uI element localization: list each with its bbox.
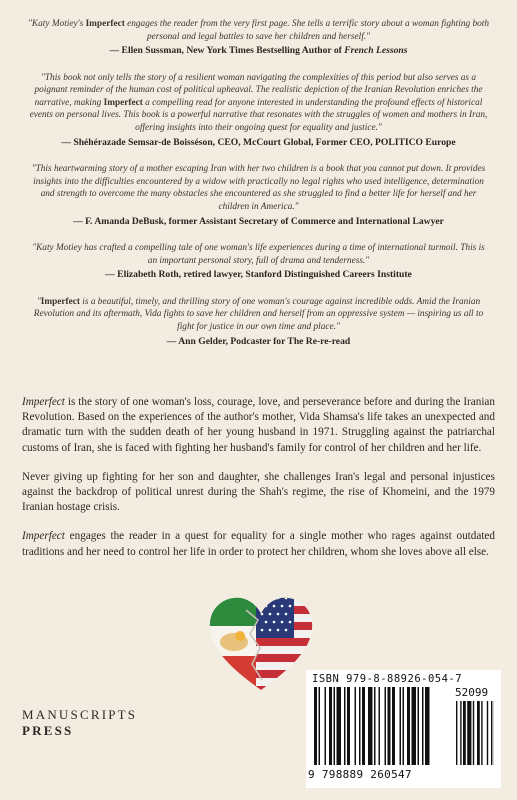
publisher-logo: MANUSCRIPTS PRESS — [22, 707, 138, 738]
endorsement-attribution: — Ann Gelder, Podcaster for The Re-re-read — [166, 335, 351, 347]
description-paragraph: Imperfect is the story of one woman's loss, courage, love, and perseverance before and during the Iranian Revolution. Based on the experiences of the author's mother, Vida Shamsa's life takes an unexpected and dramatic turn with the sudden death of her young husband in 1971. Struggling against the patriarchal customs of Iran, she is faced with fighting her husband's family for control of her children and her life. — [22, 396, 495, 454]
isbn-barcode — [306, 670, 501, 788]
endorsement-3: "This heartwarming story of a mother escaping Iran with her two children is a book that you cannot put down. It provides insights into the difficulties encountered by a widow with practically no legal rights who used intelligence, determination and strength to overcome the many obstacles she encountered as she struggled to find a better life for herself and her children in America." — F. Amanda DeBusk, former Assistant Secretary of Commerce and International Lawyer — [28, 163, 489, 228]
endorsement-1: "Katy Motiey's Imperfect engages the reader from the very first page. She tells a terrific story about a woman fighting both personal and legal battles to save her children and herself." — Ellen Sussman, New York Times Bestselling Author of French Lessons — [28, 19, 489, 57]
book-description — [22, 395, 495, 574]
flag-heart-image — [206, 590, 316, 700]
description-paragraph: Imperfect engages the reader in a quest for equality for a single mother who rages against outdated traditions and her need to control her life in order to protect her children, whom she loves above all else. — [22, 530, 495, 558]
endorsement-attribution: — F. Amanda DeBusk, former Assistant Secretary of Commerce and International Lawyer — [73, 215, 444, 227]
endorsement-attribution: — Ellen Sussman, New York Times Bestselling Author of French Lessons — [109, 45, 408, 57]
endorsement-attribution: — Shéhérazade Semsar-de Boisséson, CEO, McCourt Global, Former CEO, POLITICO Europe — [61, 136, 456, 148]
description-paragraph: Never giving up fighting for her son and daughter, she challenges Iran's legal and personal injustices against the backdrop of political unrest during the Shah's regime, the rise of Khomeini, and the 1979 Iranian hostage crisis. — [22, 470, 495, 514]
endorsement-attribution: — Elizabeth Roth, retired lawyer, Stanford Distinguished Careers Institute — [105, 269, 412, 281]
barcode-bars — [314, 687, 494, 767]
endorsements — [28, 18, 489, 362]
endorsement-5: "Imperfect is a beautiful, timely, and thrilling story of one woman's courage against incredible odds. Amid the Iranian Revolution and its aftermath, Vida fights to save her children and herself from an oppressive system — inspiring us all to fight for justice in our own time and place." — Ann Gelder, Podcaster for The Re-re-read — [28, 296, 489, 348]
endorsement-2: "This book not only tells the story of a resilient woman navigating the complexities of this period but also serves as a poignant reminder of the human cost of political upheaval. The realistic depiction of the Iranian Revolution enriches the narrative, making Imperfect a compelling read for anyone interested in understanding the profound effects of historical events on personal lives. This book is a powerful narrative that resonates with the struggles of women and mothers in Iran, offering insights into their ongoing quest for equality and justice." — Shéhérazade Semsar-de Boisséson, CEO, McCourt Global, Former CEO, POLITICO Europe — [29, 72, 488, 148]
endorsement-4: "Katy Motiey has crafted a compelling tale of one woman's life experiences during a time of international turmoil. This is an important personal story, full of drama and tenderness." — Elizabeth Roth, retired lawyer, Stanford Distinguished Careers Institute — [28, 242, 489, 282]
barcode-digits: 9 798889 260547 — [308, 768, 412, 781]
price-addon: 52099 — [455, 686, 489, 699]
isbn-number: ISBN 979-8-88926-054-7 — [312, 673, 463, 685]
